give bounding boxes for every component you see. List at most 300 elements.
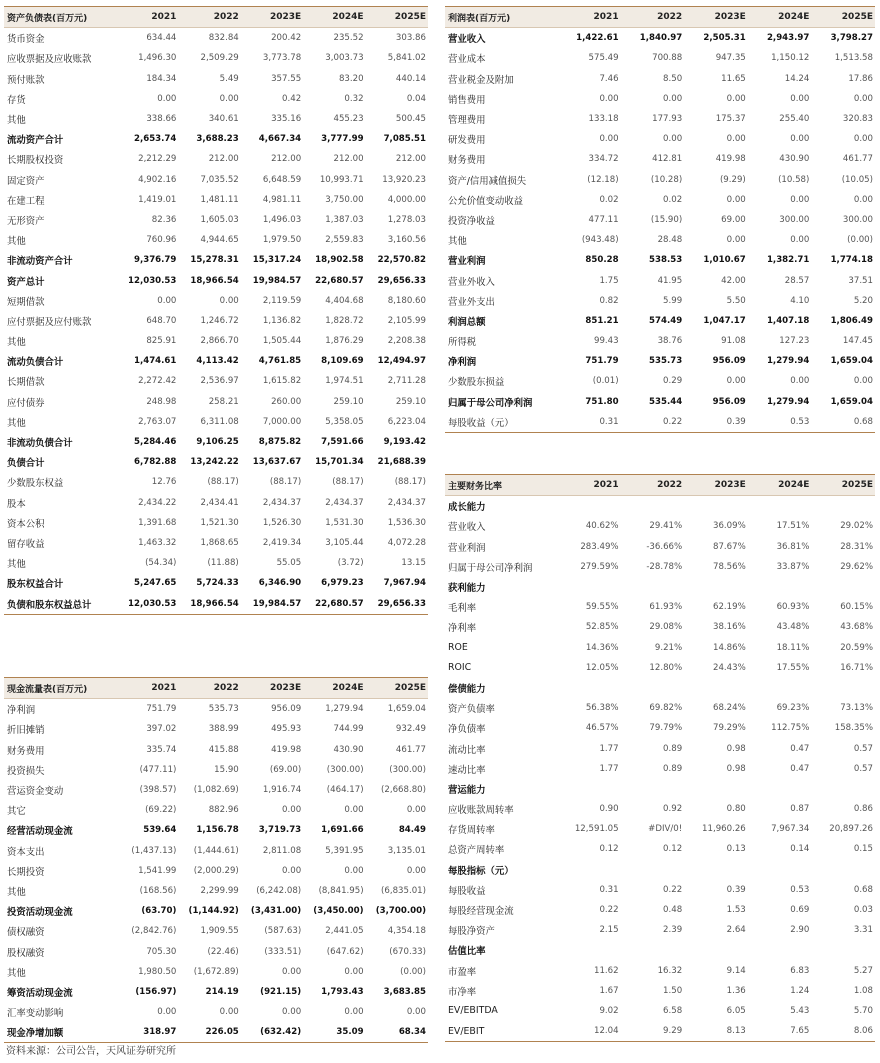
cell-value: 6,782.88 bbox=[133, 457, 177, 468]
cell-value: (3,450.00) bbox=[313, 906, 364, 917]
cell-value: -36.66% bbox=[646, 541, 683, 552]
cell-value: 1,387.03 bbox=[325, 214, 364, 225]
cell-value: 0.00 bbox=[219, 93, 239, 104]
row-label: 财务费用 bbox=[7, 745, 45, 757]
cell-value: 36.09% bbox=[713, 521, 746, 532]
cell-value: 13,242.22 bbox=[190, 457, 239, 468]
cell-value: 37.51 bbox=[848, 275, 873, 286]
cell-value: 634.44 bbox=[146, 33, 177, 44]
cell-value: 12.05% bbox=[585, 662, 619, 673]
cell-value: 0.14 bbox=[790, 844, 810, 855]
cell-value: 7,035.52 bbox=[200, 174, 239, 185]
cell-value: 1,868.65 bbox=[200, 537, 239, 548]
cell-value: 68.24% bbox=[713, 703, 746, 714]
cell-value: (8,841.95) bbox=[318, 885, 364, 896]
cell-value: 334.72 bbox=[588, 154, 619, 165]
cell-value: (15.90) bbox=[650, 214, 683, 225]
table-row bbox=[4, 270, 428, 290]
table-row bbox=[4, 513, 428, 533]
row-label: 其他 bbox=[7, 337, 26, 349]
cell-value: 0.39 bbox=[726, 884, 746, 895]
income-statement-table bbox=[445, 6, 875, 433]
table-row bbox=[445, 880, 875, 900]
row-label: 其他 bbox=[7, 886, 26, 898]
cell-value: 3.31 bbox=[853, 925, 873, 936]
cell-value: 2,711.28 bbox=[387, 376, 426, 387]
cell-value: 0.90 bbox=[599, 804, 619, 815]
cell-value: 0.12 bbox=[663, 844, 683, 855]
cell-value: 535.73 bbox=[649, 356, 683, 367]
table-row bbox=[445, 412, 875, 433]
cell-value: 29.41% bbox=[649, 521, 683, 532]
cell-value: 461.77 bbox=[395, 744, 426, 755]
cell-value: 3,683.85 bbox=[383, 986, 426, 997]
cell-value: 259.10 bbox=[395, 396, 426, 407]
cell-value: 4,902.16 bbox=[138, 174, 177, 185]
cell-value: 12,030.53 bbox=[116, 593, 178, 614]
cell-value bbox=[748, 940, 812, 960]
table-row bbox=[4, 1002, 428, 1022]
cell-value: 1.36 bbox=[726, 985, 746, 996]
cell-value: 17.86 bbox=[848, 73, 873, 84]
cell-value: 2,509.29 bbox=[200, 53, 239, 64]
cell-value: 6,223.04 bbox=[387, 416, 426, 427]
cell-value: 61.93% bbox=[649, 602, 683, 613]
cell-value: (156.97) bbox=[135, 986, 177, 997]
row-label: 速动比率 bbox=[448, 764, 486, 776]
cell-value: 5.49 bbox=[219, 73, 239, 84]
cell-value: 2,505.31 bbox=[703, 33, 746, 44]
row-label: 流动比率 bbox=[448, 744, 486, 756]
cell-value: 320.83 bbox=[842, 114, 873, 125]
row-label: 总资产周转率 bbox=[448, 845, 505, 857]
cell-value bbox=[684, 577, 748, 597]
cell-value: 255.40 bbox=[779, 114, 810, 125]
year-header: 2023E bbox=[241, 678, 303, 699]
table-header-row bbox=[445, 7, 875, 28]
cell-value: 0.00 bbox=[726, 93, 746, 104]
cell-value: 0.13 bbox=[726, 844, 746, 855]
cell-value: 84.49 bbox=[398, 825, 426, 836]
cell-value: 3,135.01 bbox=[387, 845, 426, 856]
cell-value: 68.34 bbox=[366, 1022, 428, 1043]
table-row bbox=[445, 961, 875, 981]
cell-value: 12,494.97 bbox=[377, 356, 426, 367]
row-label: 公允价值变动收益 bbox=[448, 195, 524, 207]
table-row bbox=[445, 799, 875, 819]
table-row bbox=[4, 230, 428, 250]
cell-value bbox=[748, 496, 812, 517]
cell-value: 0.92 bbox=[663, 804, 683, 815]
cell-value: 1.67 bbox=[599, 985, 619, 996]
row-label: 应付债券 bbox=[7, 397, 45, 409]
cell-value: 0.00 bbox=[790, 134, 810, 145]
table-row bbox=[445, 109, 875, 129]
cell-value: 2,434.37 bbox=[387, 497, 426, 508]
cell-value: 1,010.67 bbox=[703, 255, 746, 266]
cell-value: 1,156.78 bbox=[196, 825, 239, 836]
row-label: 负债合计 bbox=[7, 458, 45, 470]
table-row bbox=[445, 698, 875, 718]
row-label: 长期股权投资 bbox=[7, 155, 64, 167]
table-row bbox=[445, 190, 875, 210]
row-label: 每股经营现金流 bbox=[448, 906, 514, 918]
cell-value: 2.39 bbox=[663, 925, 683, 936]
table-row bbox=[445, 819, 875, 839]
cell-value: 9.21% bbox=[654, 642, 683, 653]
cell-value: 283.49% bbox=[580, 541, 619, 552]
cell-value: 13.15 bbox=[401, 558, 426, 569]
row-label: 净负债率 bbox=[448, 724, 486, 736]
cell-value: 538.53 bbox=[649, 255, 683, 266]
table-row bbox=[445, 1021, 875, 1042]
cell-value: 3,777.99 bbox=[321, 134, 364, 145]
table-title: 现金流量表(百万元) bbox=[4, 678, 116, 699]
cell-value: 29.02% bbox=[840, 521, 873, 532]
cell-value bbox=[557, 496, 621, 517]
row-label: 营业收入 bbox=[448, 522, 486, 534]
cell-value: (2,000.29) bbox=[193, 865, 239, 876]
cell-value: 28.57 bbox=[784, 275, 810, 286]
table-row bbox=[445, 1001, 875, 1021]
cell-value: 1,047.17 bbox=[703, 315, 746, 326]
year-header: 2023E bbox=[241, 7, 303, 28]
cell-value: 235.52 bbox=[333, 33, 364, 44]
cell-value: 0.12 bbox=[599, 844, 619, 855]
cell-value: 3,160.56 bbox=[387, 235, 426, 246]
table-title: 利润表(百万元) bbox=[445, 7, 557, 28]
row-label: 预付账款 bbox=[7, 74, 45, 86]
cell-value: 397.02 bbox=[146, 724, 177, 735]
table-row bbox=[445, 738, 875, 758]
row-label: 营业外收入 bbox=[448, 276, 495, 288]
table-row bbox=[445, 250, 875, 270]
cell-value: 0.82 bbox=[599, 295, 619, 306]
row-label: 其它 bbox=[7, 806, 26, 818]
row-label: 净利率 bbox=[448, 623, 477, 635]
cell-value: 1.50 bbox=[663, 985, 683, 996]
row-label: 市盈率 bbox=[448, 966, 477, 978]
cell-value: (168.56) bbox=[139, 885, 177, 896]
cell-value: 5,391.95 bbox=[325, 845, 364, 856]
year-header: 2021 bbox=[557, 475, 621, 496]
table-row bbox=[445, 617, 875, 637]
cell-value: 0.00 bbox=[726, 134, 746, 145]
year-header: 2022 bbox=[178, 7, 240, 28]
row-label: 少数股东权益 bbox=[7, 478, 64, 490]
cell-value: 6.83 bbox=[790, 965, 810, 976]
cell-value: (477.11) bbox=[139, 764, 177, 775]
table-row bbox=[445, 291, 875, 311]
table-row bbox=[4, 800, 428, 820]
row-label: 利润总额 bbox=[448, 316, 486, 328]
table-row bbox=[4, 170, 428, 190]
year-header: 2024E bbox=[748, 475, 812, 496]
table-row bbox=[445, 48, 875, 68]
cell-value: 4,981.11 bbox=[262, 194, 302, 205]
row-label: 投资净收益 bbox=[448, 215, 495, 227]
table-row bbox=[4, 780, 428, 800]
table-row bbox=[4, 962, 428, 982]
cell-value: 3,798.27 bbox=[830, 33, 873, 44]
cell-value: 22,680.57 bbox=[315, 275, 364, 286]
cell-value: 17.51% bbox=[776, 521, 810, 532]
cell-value: 24.43% bbox=[713, 662, 746, 673]
cell-value: 79.79% bbox=[649, 723, 683, 734]
year-header: 2023E bbox=[684, 7, 748, 28]
cell-value: 1,521.30 bbox=[200, 517, 239, 528]
table-row bbox=[445, 597, 875, 617]
cell-value: 0.00 bbox=[344, 1007, 364, 1018]
table-row bbox=[4, 371, 428, 391]
cell-value: 340.61 bbox=[208, 114, 239, 125]
cell-value: 14.24 bbox=[784, 73, 810, 84]
table-row bbox=[445, 270, 875, 290]
cell-value: 11.62 bbox=[593, 965, 619, 976]
row-label: 存货 bbox=[7, 94, 26, 106]
row-label: 投资活动现金流 bbox=[7, 907, 73, 919]
cell-value: (6,835.01) bbox=[381, 885, 426, 896]
cell-value: 2,434.37 bbox=[325, 497, 364, 508]
row-label: 短期借款 bbox=[7, 296, 45, 308]
year-header: 2024E bbox=[748, 7, 812, 28]
cell-value: 35.09 bbox=[303, 1022, 365, 1043]
row-label: 营运能力 bbox=[448, 784, 486, 796]
table-row bbox=[4, 311, 428, 331]
cell-value: 1,422.61 bbox=[576, 33, 619, 44]
cell-value: 705.30 bbox=[146, 946, 177, 957]
cell-value: 4,354.18 bbox=[387, 926, 426, 937]
cell-value: 8.06 bbox=[811, 1021, 875, 1042]
cell-value: 6,648.59 bbox=[262, 174, 302, 185]
cell-value: 212.00 bbox=[271, 154, 302, 165]
cell-value: 9.29 bbox=[621, 1021, 685, 1042]
cell-value: 0.31 bbox=[599, 884, 619, 895]
cell-value: 0.00 bbox=[406, 865, 426, 876]
cell-value bbox=[557, 860, 621, 880]
category-row bbox=[445, 860, 875, 880]
cell-value: 11,960.26 bbox=[702, 824, 746, 835]
cell-value: 0.00 bbox=[344, 805, 364, 816]
cell-value: 1,496.30 bbox=[138, 53, 177, 64]
cell-value: 2.64 bbox=[726, 925, 746, 936]
cell-value: 4,113.42 bbox=[196, 356, 239, 367]
row-label: 在建工程 bbox=[7, 195, 45, 207]
cell-value: 15.90 bbox=[214, 764, 239, 775]
row-label: 成长能力 bbox=[448, 502, 486, 514]
row-label: 研发费用 bbox=[448, 135, 486, 147]
cell-value: 303.86 bbox=[395, 33, 426, 44]
cell-value: (632.42) bbox=[241, 1022, 303, 1043]
cell-value: (2,842.76) bbox=[131, 926, 177, 937]
row-label: 股本 bbox=[7, 498, 26, 510]
cell-value: (9.29) bbox=[719, 174, 746, 185]
cell-value: 0.48 bbox=[663, 905, 683, 916]
cell-value: 2.90 bbox=[790, 925, 810, 936]
cell-value: 415.88 bbox=[208, 744, 239, 755]
cell-value: 12.04 bbox=[557, 1021, 621, 1042]
table-row bbox=[4, 149, 428, 169]
row-label: 负债和股东权益总计 bbox=[4, 593, 116, 614]
cell-value: 4,072.28 bbox=[387, 537, 426, 548]
row-label: 债权融资 bbox=[7, 927, 45, 939]
row-label: 营业收入 bbox=[448, 34, 486, 46]
cell-value: 1,840.97 bbox=[639, 33, 683, 44]
cell-value bbox=[748, 678, 812, 698]
cell-value: (88.17) bbox=[332, 477, 364, 488]
table-title: 资产负债表(百万元) bbox=[4, 7, 116, 28]
table-row bbox=[4, 250, 428, 270]
cell-value: 1.08 bbox=[853, 985, 873, 996]
cell-value: 29,656.33 bbox=[377, 275, 426, 286]
cell-value: 1,876.29 bbox=[325, 336, 364, 347]
row-label: 非流动负债合计 bbox=[7, 438, 73, 450]
cell-value: 0.00 bbox=[219, 1007, 239, 1018]
table-row bbox=[4, 740, 428, 760]
cell-value: 214.19 bbox=[205, 986, 239, 997]
cell-value bbox=[748, 860, 812, 880]
cell-value: 0.53 bbox=[790, 884, 810, 895]
cell-value bbox=[748, 577, 812, 597]
cell-value: 0.00 bbox=[726, 235, 746, 246]
row-label: 归属于母公司净利润 bbox=[448, 397, 533, 409]
cell-value: 5,358.05 bbox=[325, 416, 364, 427]
cell-value: 0.02 bbox=[663, 194, 683, 205]
cell-value: 3,105.44 bbox=[325, 537, 364, 548]
cell-value: 13,920.23 bbox=[382, 174, 426, 185]
cell-value: 82.36 bbox=[151, 214, 177, 225]
year-header: 2021 bbox=[557, 7, 621, 28]
cell-value: 8,875.82 bbox=[258, 437, 302, 448]
cell-value: 3,719.73 bbox=[258, 825, 302, 836]
cell-value: 335.74 bbox=[146, 744, 177, 755]
cell-value: (88.17) bbox=[394, 477, 426, 488]
row-label: 资产/信用减值损失 bbox=[448, 175, 527, 187]
cell-value: 60.15% bbox=[840, 602, 873, 613]
cell-value: 751.79 bbox=[146, 704, 177, 715]
cell-value: 751.79 bbox=[585, 356, 619, 367]
row-label: 资本公积 bbox=[7, 518, 45, 530]
row-label: 每股收益（元） bbox=[445, 412, 557, 433]
cell-value bbox=[621, 577, 685, 597]
cell-value: 15,278.31 bbox=[190, 255, 239, 266]
cell-value: 91.08 bbox=[721, 336, 746, 347]
row-label: ROIC bbox=[448, 662, 472, 674]
cell-value: 4,667.34 bbox=[258, 134, 302, 145]
cell-value: 574.49 bbox=[649, 315, 683, 326]
cell-value: (10.58) bbox=[778, 174, 810, 185]
cell-value: 1,909.55 bbox=[200, 926, 239, 937]
cell-value: (3,700.00) bbox=[375, 906, 426, 917]
cell-value: 12,030.53 bbox=[128, 275, 177, 286]
cell-value bbox=[621, 779, 685, 799]
cell-value: 0.89 bbox=[663, 743, 683, 754]
row-label: 投资损失 bbox=[7, 765, 45, 777]
cell-value: 5.20 bbox=[853, 295, 873, 306]
cell-value: 5.99 bbox=[663, 295, 683, 306]
row-label: 获利能力 bbox=[448, 583, 486, 595]
cell-value: 8,109.69 bbox=[321, 356, 364, 367]
year-header: 2021 bbox=[116, 678, 178, 699]
table-row bbox=[4, 452, 428, 472]
cell-value: 177.93 bbox=[652, 114, 683, 125]
cell-value: 69.23% bbox=[776, 703, 810, 714]
cell-value: (1,144.92) bbox=[188, 906, 239, 917]
cell-value: 0.04 bbox=[406, 93, 426, 104]
cell-value: 1,605.03 bbox=[200, 214, 239, 225]
cell-value: 0.98 bbox=[726, 743, 746, 754]
table-row bbox=[445, 718, 875, 738]
table-row bbox=[4, 28, 428, 49]
cell-value: 83.20 bbox=[338, 73, 364, 84]
year-header: 2022 bbox=[178, 678, 240, 699]
year-header: 2023E bbox=[684, 475, 748, 496]
row-label: 经营活动现金流 bbox=[7, 826, 73, 838]
cell-value: 0.87 bbox=[790, 804, 810, 815]
cell-value: 0.47 bbox=[790, 763, 810, 774]
cell-value: 1,279.94 bbox=[766, 396, 810, 407]
cell-value bbox=[748, 779, 812, 799]
year-header: 2024E bbox=[303, 678, 365, 699]
cell-value bbox=[811, 860, 875, 880]
table-row bbox=[4, 432, 428, 452]
row-label: 管理费用 bbox=[448, 115, 486, 127]
cell-value: 7,000.00 bbox=[262, 416, 302, 427]
table-row bbox=[4, 820, 428, 840]
cell-value: 55.05 bbox=[276, 558, 302, 569]
cell-value: 99.43 bbox=[593, 336, 619, 347]
cell-value: 0.00 bbox=[790, 235, 810, 246]
cell-value: 226.05 bbox=[178, 1022, 240, 1043]
cell-value: #DIV/0! bbox=[648, 824, 683, 835]
row-label: 每股指标（元） bbox=[448, 865, 514, 877]
cell-value bbox=[811, 577, 875, 597]
cell-value: 0.68 bbox=[853, 884, 873, 895]
cell-value: 78.56% bbox=[713, 561, 746, 572]
cell-value bbox=[557, 940, 621, 960]
cell-value: 212.00 bbox=[395, 154, 426, 165]
cell-value: 200.42 bbox=[271, 33, 302, 44]
row-label: 折旧摊销 bbox=[7, 725, 45, 737]
table-row bbox=[445, 920, 875, 940]
cell-value: 648.70 bbox=[146, 315, 177, 326]
cell-value: (54.34) bbox=[145, 558, 177, 569]
table-row bbox=[445, 981, 875, 1001]
cell-value: 258.21 bbox=[208, 396, 239, 407]
cell-value: 1,391.68 bbox=[138, 517, 177, 528]
cell-value: 0.22 bbox=[599, 905, 619, 916]
cell-value: 0.39 bbox=[684, 412, 748, 433]
cell-value: 0.89 bbox=[663, 763, 683, 774]
cell-value: 2,763.07 bbox=[138, 416, 177, 427]
row-label: 资本支出 bbox=[7, 846, 45, 858]
cell-value: (88.17) bbox=[207, 477, 239, 488]
row-label: 其他 bbox=[448, 236, 467, 248]
cell-value: 947.35 bbox=[715, 53, 746, 64]
table-row bbox=[4, 593, 428, 614]
cell-value: 133.18 bbox=[588, 114, 619, 125]
cell-value bbox=[684, 678, 748, 698]
cell-value: 184.34 bbox=[146, 73, 177, 84]
cell-value: 15,317.24 bbox=[252, 255, 302, 266]
row-label: 营运资金变动 bbox=[7, 786, 64, 798]
cell-value: (943.48) bbox=[581, 235, 619, 246]
cell-value: 3,688.23 bbox=[196, 134, 239, 145]
row-label: 其他 bbox=[7, 967, 26, 979]
cell-value: 500.45 bbox=[395, 114, 426, 125]
table-row bbox=[445, 28, 875, 49]
cell-value bbox=[557, 577, 621, 597]
